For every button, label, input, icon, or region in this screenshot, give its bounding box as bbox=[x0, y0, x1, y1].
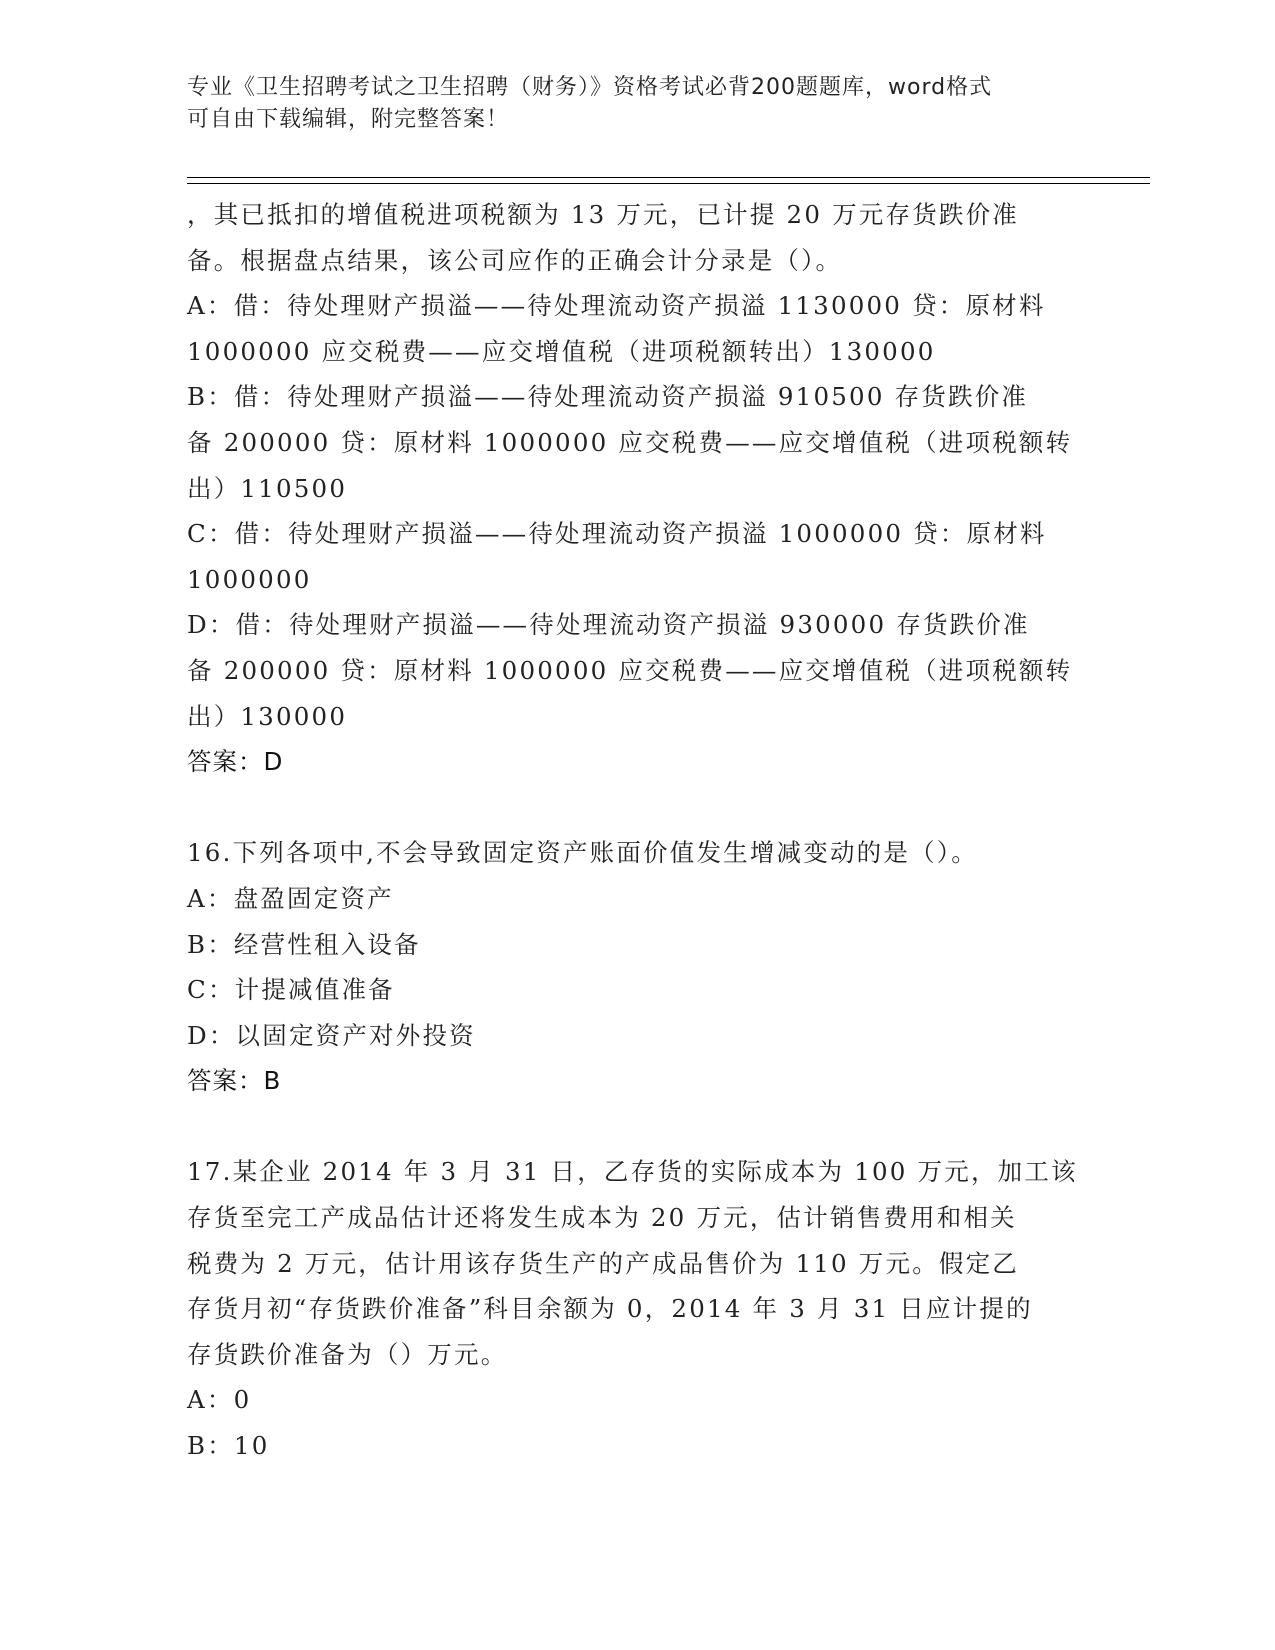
question-stem-line: 16.下列各项中,不会导致固定资产账面价值发生增减变动的是（）。 bbox=[187, 838, 978, 868]
option-b-line: 出）110500 bbox=[187, 473, 348, 503]
option-d-line: 备 200000 贷：原材料 1000000 应交税费——应交增值税（进项税额转 bbox=[187, 655, 1073, 685]
header-title-line-1: 专业《卫生招聘考试之卫生招聘（财务）》资格考试必背200题题库，word格式 bbox=[187, 75, 993, 100]
question-stem-line: 存货跌价准备为（）万元。 bbox=[187, 1339, 508, 1369]
question-stem-line: 税费为 2 万元，估计用该存货生产的产成品售价为 110 万元。假定乙 bbox=[187, 1248, 1019, 1278]
answer-label: 答案：B bbox=[187, 1066, 282, 1096]
question-17 bbox=[187, 1149, 1082, 1468]
header-title-line-2: 可自由下载编辑，附完整答案！ bbox=[187, 107, 510, 132]
option-b-line: 备 200000 贷：原材料 1000000 应交税费——应交增值税（进项税额转 bbox=[187, 427, 1073, 457]
spacer bbox=[187, 785, 1082, 831]
option-b-line: B：经营性租入设备 bbox=[187, 929, 421, 959]
question-stem-line: ，其已抵扣的增值税进项税额为 13 万元，已计提 20 万元存货跌价准 bbox=[187, 200, 1019, 229]
option-c-line: 1000000 bbox=[187, 564, 312, 594]
option-d-line: D：借：待处理财产损溢——待处理流动资产损溢 930000 存货跌价准 bbox=[187, 610, 1030, 640]
document-body bbox=[187, 192, 1082, 1469]
option-d-line: 出）130000 bbox=[187, 701, 348, 731]
question-15 bbox=[187, 192, 1082, 785]
option-d-line: D：以固定资产对外投资 bbox=[187, 1020, 476, 1050]
page-header bbox=[187, 72, 1067, 136]
spacer bbox=[187, 1104, 1082, 1150]
header-divider-bottom bbox=[187, 183, 1150, 184]
option-c-line: C：借：待处理财产损溢——待处理流动资产损溢 1000000 贷：原材料 bbox=[187, 519, 1047, 549]
question-stem-line: 存货月初“存货跌价准备”科目余额为 0，2014 年 3 月 31 日应计提的 bbox=[187, 1294, 1033, 1324]
option-a-line: A：借：待处理财产损溢——待处理流动资产损溢 1130000 贷：原材料 bbox=[187, 291, 1046, 321]
header-divider-top bbox=[187, 177, 1150, 178]
option-b-line: B：借：待处理财产损溢——待处理流动资产损溢 910500 存货跌价准 bbox=[187, 382, 1029, 412]
answer-label: 答案：D bbox=[187, 747, 284, 777]
option-a-line: A：0 bbox=[187, 1385, 252, 1415]
question-stem-line: 存货至完工产成品估计还将发生成本为 20 万元，估计销售费用和相关 bbox=[187, 1203, 1017, 1233]
option-a-line: A：盘盈固定资产 bbox=[187, 883, 394, 913]
question-stem-line: 17.某企业 2014 年 3 月 31 日，乙存货的实际成本为 100 万元，加工该 bbox=[187, 1157, 1078, 1187]
question-stem-line: 备。根据盘点结果，该公司应作的正确会计分录是（）。 bbox=[187, 245, 843, 275]
option-a-line: 1000000 应交税费——应交增值税（进项税额转出）130000 bbox=[187, 336, 936, 366]
option-c-line: C：计提减值准备 bbox=[187, 975, 395, 1005]
option-b-line: B：10 bbox=[187, 1431, 270, 1461]
question-16 bbox=[187, 830, 1082, 1104]
